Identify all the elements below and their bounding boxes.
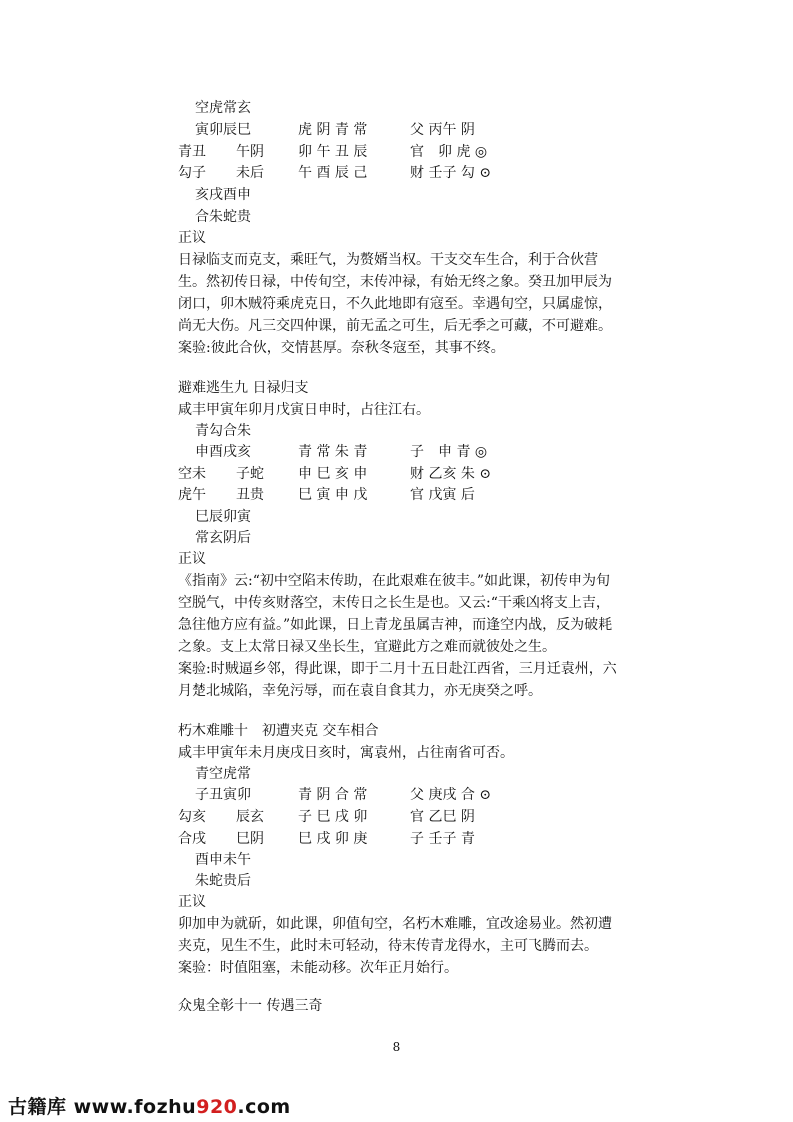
- sike-row-2-right: 官 戊寅 后: [410, 487, 475, 503]
- sike-row-2-left-b: 丑贵: [236, 487, 264, 503]
- sike-row-1-right: 财 乙亥 朱 ⊙: [410, 466, 492, 482]
- sike-row-0-left: 申酉戌亥: [195, 444, 251, 460]
- section-heading: 正议: [178, 551, 206, 567]
- watermark-number: 920: [196, 1096, 238, 1118]
- sike-row-1-left-a: 空未: [178, 466, 206, 482]
- sike-row-0-mid: 青 阴 合 常: [298, 787, 368, 803]
- sike-row-0-right: 父 庚戌 合 ⊙: [410, 787, 492, 803]
- case-title: 避难逃生九 日禄归支: [178, 380, 309, 396]
- sike-row-2-mid: 巳 寅 申 戊: [298, 487, 368, 503]
- commentary-text: 卯加申为就斫，如此课，卯值旬空，名朽木难雕，宜改途易业。然初遭夹克，见生不生，此时未可轻动，待末传青龙得水，主可飞腾而去。: [178, 916, 612, 954]
- sike-row-0-left: 寅卯辰巳: [195, 122, 251, 138]
- sike-row-1-mid: 申 巳 亥 申: [298, 466, 368, 482]
- sike-row-1-left-b: 辰玄: [236, 809, 264, 825]
- section-heading: 正议: [178, 230, 206, 246]
- sike-bottom-1: 亥戌酉申: [195, 187, 251, 203]
- case-subtitle: 咸丰甲寅年卯月戊寅日申时，占往江右。: [178, 402, 430, 418]
- watermark-suffix: .com: [237, 1096, 291, 1118]
- sike-bottom-1: 巳辰卯寅: [195, 509, 251, 525]
- sike-row-2-left-a: 合戌: [178, 831, 206, 847]
- sike-bottom-2: 合朱蛇贵: [195, 209, 251, 225]
- sike-row-1-left-b: 子蛇: [236, 466, 264, 482]
- sike-row-0-left: 子丑寅卯: [195, 787, 251, 803]
- sike-row-2-mid: 午 酉 辰 己: [298, 165, 368, 181]
- sike-row-2-left-a: 勾子: [178, 165, 206, 181]
- case-title: 众鬼全彰十一 传遇三奇: [178, 998, 323, 1014]
- commentary-text: 《指南》云:“初中空陷末传助，在此艰难在彼丰。”如此课，初传申为旬空脱气，中传亥财落空，末传日之长生是也。又云:“干乘凶将支上吉，急往他方应有益。”如此课，日上青龙虽属吉神，而逢空内战，反为破耗之象。支上太常日禄又坐长生，宜避此方之难而就彼处之生。: [178, 573, 613, 655]
- sike-row-1-right: 官 卯 虎 ◎: [410, 144, 488, 160]
- sike-row-0-right: 子 申 青 ◎: [410, 444, 488, 460]
- site-watermark: [8, 1092, 291, 1119]
- sike-bottom-2: 常玄阴后: [195, 530, 251, 546]
- commentary-text: 日禄临支而克支，乘旺气，为赘婿当权。干支交车生合，利于合伙营生。然初传日禄，中传旬空，末传冲禄，有始无终之象。癸丑加甲辰为闭口，卯木贼符乘虎克日，不久此地即有寇至。幸遇旬空，只属虚惊，尚无大伤。凡三交四仲课，前无孟之可生，后无季之可藏，不可避难。: [178, 252, 612, 334]
- commentary-paragraph: [178, 913, 618, 979]
- sike-row-2-mid: 巳 戌 卯 庚: [298, 831, 368, 847]
- verification-text: 案验：时值阻塞，未能动移。次年正月始行。: [178, 960, 458, 976]
- sike-row-1-left-b: 午阴: [236, 144, 264, 160]
- sike-row-2-left-b: 未后: [236, 165, 264, 181]
- verification-span: 案验:彼此合伙，交情甚厚。奈秋冬寇至，其事不终。: [178, 340, 505, 356]
- sike-row-1-mid: 子 巳 戌 卯: [298, 809, 368, 825]
- case-subtitle: 咸丰甲寅年未月庚戌日亥时，寓袁州，占往南省可否。: [178, 745, 514, 761]
- section-heading: 正议: [178, 894, 206, 910]
- sike-top-labels: 青空虎常: [195, 766, 251, 782]
- sike-row-2-right: 财 壬子 勾 ⊙: [410, 165, 492, 181]
- sike-top-labels: 青勾合朱: [195, 423, 251, 439]
- sike-row-2-left-b: 巳阴: [236, 831, 264, 847]
- sike-row-2-left-a: 虎午: [178, 487, 206, 503]
- sike-top-labels: 空虎常玄: [195, 100, 251, 116]
- sike-row-1-mid: 卯 午 丑 辰: [298, 144, 368, 160]
- sike-bottom-1: 酉申未午: [195, 852, 251, 868]
- sike-row-0-mid: 青 常 朱 青: [298, 444, 368, 460]
- sike-row-1-left-a: 勾亥: [178, 809, 206, 825]
- verification-text: [178, 337, 618, 359]
- watermark-label: 古籍库 www.fozhu: [8, 1096, 197, 1118]
- sike-row-2-right: 子 壬子 青: [410, 831, 475, 847]
- commentary-paragraph: [178, 249, 618, 359]
- sike-row-0-right: 父 丙午 阴: [410, 122, 475, 138]
- page-number: 8: [392, 1040, 401, 1054]
- case-title: 朽木难雕十 初遭夹克 交车相合: [178, 723, 379, 739]
- verification-text: 案验:时贼逼乡邻，得此课，即于二月十五日赴江西省，三月迁袁州，六月楚北城陷，幸免污辱，而在袁自食其力，亦无庚癸之呼。: [178, 661, 617, 699]
- sike-bottom-2: 朱蛇贵后: [195, 873, 251, 889]
- sike-row-1-left-a: 青丑: [178, 144, 206, 160]
- commentary-paragraph: [178, 570, 618, 702]
- sike-row-1-right: 官 乙巳 阴: [410, 809, 475, 825]
- sike-row-0-mid: 虎 阴 青 常: [298, 122, 368, 138]
